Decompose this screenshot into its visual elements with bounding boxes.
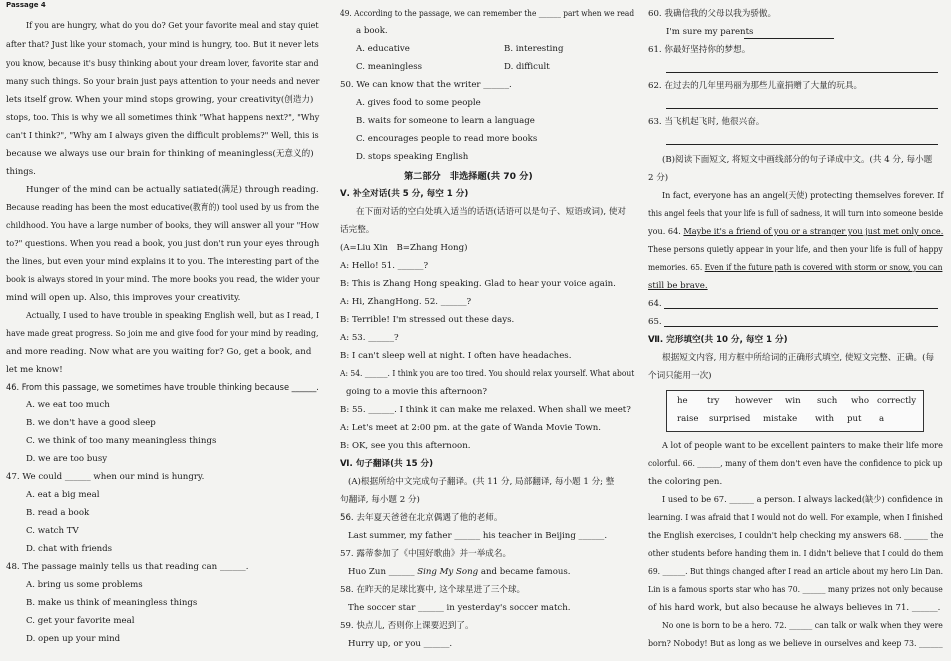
passage-line: If you are hungry, what do you do? Get your favorite meal and stay quiet (26, 21, 319, 31)
q48-option[interactable]: B. make us think of meaningless things (26, 598, 198, 608)
section6b-passage-line (648, 264, 942, 273)
q46-option[interactable]: A. we eat too much (26, 400, 110, 410)
word-bank-word: raise (677, 414, 699, 424)
section6b-passage-line: These persons quietly appear in your life, and then your life is full of happy (648, 245, 943, 255)
passage-line: lets itself grow. When your mind stops growing, your creativity(创造力) (6, 95, 314, 105)
q46-option[interactable]: B. we don't have a good sleep (26, 418, 156, 428)
q49-stem-cont: a book. (356, 26, 388, 36)
section5-title: Ⅴ. 补全对话(共 5 分, 每空 1 分) (340, 189, 469, 199)
cloze-line[interactable]: born? Nobody! But as long as we believe in ourselves and keep 73. ______ (648, 639, 943, 649)
q46-stem: 46. From this passage, we sometimes have trouble thinking because ______. (6, 383, 319, 393)
word-bank-word: put (847, 414, 862, 424)
q46-option[interactable]: D. we are too busy (26, 454, 108, 464)
q56-english[interactable]: Last summer, my father ______ his teacher in Beijing ______. (348, 531, 608, 541)
q60-english: I'm sure my parents (666, 27, 754, 37)
q59-chinese: 59. 快点儿, 否则你上课要迟到了。 (340, 621, 474, 631)
passage-line: stops, too. This is why we all sometimes think "What happens next?", "Why (6, 113, 320, 123)
word-bank-word: mistake (763, 414, 798, 424)
cloze-line[interactable]: Lin is a famous sports star who has 70. ______ many prizes not only because (648, 585, 943, 595)
q47-stem: 47. We could ______ when our mind is hungry. (6, 472, 205, 482)
section6-title: Ⅵ. 句子翻译(共 15 分) (340, 459, 434, 469)
cloze-line[interactable]: of his hard work, but also because he always believes in 71. ______. (648, 603, 941, 613)
section6b-instruction-cont: 2 分) (648, 173, 669, 183)
word-bank-word: try (707, 396, 720, 406)
dialogue-line[interactable]: A: Hello! 51. ______? (340, 261, 429, 271)
cloze-line[interactable]: 69. ______. But things changed after I read an article about my hero Lin Dan. (648, 567, 944, 577)
section6b-instruction: (B)阅读下面短文, 将短文中画线部分的句子译成中文。(共 4 分, 每小题 (662, 155, 933, 165)
q59-english[interactable]: Hurry up, or you ______. (348, 639, 453, 649)
word-bank-word: such (817, 396, 838, 406)
q50-option[interactable]: D. stops speaking English (356, 152, 469, 162)
passage-line: book is always stored in your mind. The more books you read, the wider your (6, 275, 320, 285)
q48-option[interactable]: D. open up your mind (26, 634, 121, 644)
section6b-passage-line: this angel feels that your life is full of sadness, it will turn into someone beside (648, 209, 944, 219)
passage-line: can't I think?", "Why am I always given the difficult problems?" Well, this is (6, 131, 319, 141)
word-bank-word: win (785, 396, 801, 406)
q50-option[interactable]: B. waits for someone to learn a language (356, 116, 535, 126)
dialogue-line[interactable]: A: Hi, ZhangHong. 52. ______? (340, 297, 472, 307)
section7-instruction: 根据短文内容, 用方框中所给词的正确形式填空, 使短文完整、正确。(每 (662, 353, 935, 363)
speakers: (A=Liu Xin B=Zhang Hong) (340, 243, 468, 253)
cloze-line[interactable]: colorful. 66. ______, many of them don't even have the confidence to pick up (648, 459, 943, 469)
passage-line: mind will open up. Also, this improves your creativity. (6, 293, 241, 303)
part2-title: 第二部分 非选择题(共 70 分) (404, 171, 533, 182)
q56-chinese: 56. 去年夏天爸爸在北京偶遇了他的老师。 (340, 513, 503, 523)
passage-label: Passage 4 (6, 1, 46, 9)
q62-answer-line[interactable] (666, 108, 938, 109)
q65-underlined-sentence-cont: still be brave. (648, 281, 708, 291)
dialogue-line: A: Let's meet at 2:00 pm. at the gate of Wanda Movie Town. (340, 423, 601, 433)
q57-chinese: 57. 露蒂参加了《中国好歌曲》并一举成名。 (340, 549, 512, 559)
q61-answer-line[interactable] (666, 72, 938, 73)
word-bank-word: correctly (877, 396, 917, 406)
q64-answer-line[interactable] (664, 308, 938, 309)
q50-stem: 50. We can know that the writer ______. (340, 80, 512, 90)
q62-chinese: 62. 在过去的几年里玛丽为那些儿童捐赠了大量的玩具。 (648, 81, 863, 91)
word-bank-word: surprised (709, 414, 751, 424)
dialogue-line[interactable]: A: 53. ______? (340, 333, 399, 343)
dialogue-line: B: OK, see you this afternoon. (340, 441, 471, 451)
q58-chinese: 58. 在昨天的足球比赛中, 这个球星进了三个球。 (340, 585, 526, 595)
q64-label: you. 64. (648, 227, 681, 237)
q47-option[interactable]: D. chat with friends (26, 544, 113, 554)
passage-line: because we always use our brain for thinking of meaningless(无意义的) (6, 149, 314, 159)
passage-line: you know, because it's busy thinking about your dream lover, favorite star and (6, 59, 319, 69)
dialogue-line[interactable]: A: 54. ______. I think you are too tired. You should relax yourself. What about (340, 369, 635, 379)
column-middle (334, 0, 636, 661)
q65-answer-line[interactable] (664, 326, 938, 327)
dialogue-line: B: Terrible! I'm stressed out these days. (340, 315, 515, 325)
q50-option[interactable]: A. gives food to some people (356, 98, 481, 108)
q48-stem: 48. The passage mainly tells us that reading can ______. (6, 562, 249, 572)
passage-line: the lines, but even your mind explains it to you. The interesting part of the (6, 257, 319, 267)
section6a-instruction-cont: 句翻译, 每小题 2 分) (340, 495, 420, 505)
dialogue-line: going to a movie this afternoon? (346, 387, 488, 397)
cloze-line: other students before handing them in. I didn't believe that I could do them (648, 549, 944, 559)
q57-english[interactable] (348, 568, 571, 577)
q49-option[interactable]: C. meaningless (356, 62, 423, 72)
cloze-line: the coloring pen. (648, 477, 723, 487)
q47-option[interactable]: B. read a book (26, 508, 90, 518)
section5-instruction: 在下面对话的空白处填入适当的话语(话语可以是句子、短语或词), 使对 (356, 207, 626, 217)
cloze-line[interactable]: I used to be 67. ______ a person. I always lacked(缺少) confidence in (662, 495, 944, 505)
passage-line: to?" questions. When you read a book, you just don't run your eyes through (6, 239, 320, 249)
passage-line: and more reading. Now what are you waiting for? Go, get a book, and (6, 347, 312, 357)
passage-line: let me know! (6, 365, 63, 375)
section6b-passage-line: In fact, everyone has an angel(天使) protecting themselves forever. If (662, 191, 944, 201)
word-bank-word: with (815, 414, 835, 424)
passage-line: Hunger of the mind can be actually satiated(满足) through reading. (26, 185, 319, 195)
cloze-line[interactable]: the English exercises, I couldn't help checking my answers 68. ______ the (648, 531, 944, 541)
q64-answer-label: 64. (648, 299, 662, 309)
word-bank-box (666, 390, 924, 432)
section6b-passage-line (648, 228, 943, 237)
q57-song-title: Sing My Song (417, 567, 479, 577)
q49-option[interactable]: D. difficult (504, 62, 550, 72)
word-bank-word: who (851, 396, 870, 406)
section6a-instruction: (A)根据所给中文完成句子翻译。(共 11 分, 局部翻译, 每小题 1 分; 整 (348, 477, 615, 487)
q48-option[interactable]: A. bring us some problems (26, 580, 143, 590)
q49-option[interactable]: A. educative (356, 44, 410, 54)
cloze-line: learning. I was afraid that I would not do well. For example, when I finished (648, 513, 943, 523)
section7-instruction-cont: 个词只能用一次) (648, 371, 712, 381)
q49-option[interactable]: B. interesting (504, 44, 564, 54)
q63-chinese: 63. 当飞机起飞时, 他很兴奋。 (648, 117, 765, 127)
q47-option[interactable]: A. eat a big meal (26, 490, 100, 500)
q60-answer-line[interactable] (744, 38, 834, 39)
q58-english[interactable]: The soccer star ______ in yesterday's soccer match. (348, 603, 571, 613)
q46-option[interactable]: C. we think of too many meaningless things (26, 436, 217, 446)
passage-line: things. (6, 167, 36, 177)
section7-title: Ⅶ. 完形填空(共 10 分, 每空 1 分) (648, 335, 788, 345)
q65-label: memories. 65. (648, 263, 703, 273)
q50-option[interactable]: C. encourages people to read more books (356, 134, 538, 144)
passage-line: Because reading has been the most educative(教育的) tool used by us from the (6, 203, 320, 213)
q61-chinese: 61. 你最好坚持你的梦想。 (648, 45, 751, 55)
word-bank-word: a (879, 414, 885, 424)
word-bank-word: he (677, 396, 688, 406)
q57-english-a: Huo Zun ______ (348, 567, 415, 577)
q49-stem: 49. According to the passage, we can remember the ______ part when we read (340, 9, 635, 19)
column-left (6, 0, 321, 661)
dialogue-line[interactable]: B: 55. ______. I think it can make me relaxed. When shall we meet? (340, 405, 631, 415)
dialogue-line: B: I can't sleep well at night. I often have headaches. (340, 351, 572, 361)
q65-answer-label: 65. (648, 317, 662, 327)
passage-line: Actually, I used to have trouble in speaking English well, but as I read, I (26, 311, 320, 321)
cloze-line[interactable]: No one is born to be a hero. 72. ______ can talk or walk when they were (662, 621, 943, 631)
q65-underlined-sentence: Even if the future path is covered with storm or snow, you can (704, 263, 943, 273)
passage-line: childhood. You have a large number of books, they will answer all your "How (6, 221, 319, 231)
q63-answer-line[interactable] (666, 144, 938, 145)
q60-chinese: 60. 我确信我的父母以我为骄傲。 (648, 9, 777, 19)
section5-instruction-cont: 话完整。 (340, 225, 375, 235)
dialogue-line: B: This is Zhang Hong speaking. Glad to hear your voice again. (340, 279, 616, 289)
q47-option[interactable]: C. watch TV (26, 526, 79, 536)
q64-underlined-sentence: Maybe it's a friend of you or a stranger you just met only once. (683, 227, 944, 237)
q48-option[interactable]: C. get your favorite meal (26, 616, 135, 626)
q57-english-b: and became famous. (480, 567, 571, 577)
cloze-line: A lot of people want to be excellent painters to make their life more (662, 441, 943, 451)
passage-line: many such things. So your brain just pays attention to your needs and never (6, 77, 320, 87)
passage-line: have made great progress. So join me and give food for your mind by reading, (6, 329, 319, 339)
word-bank-word: however (735, 396, 773, 406)
passage-line: after that? Just like your stomach, your mind is hungry, too. But it never lets (6, 40, 319, 50)
column-right (644, 0, 945, 661)
